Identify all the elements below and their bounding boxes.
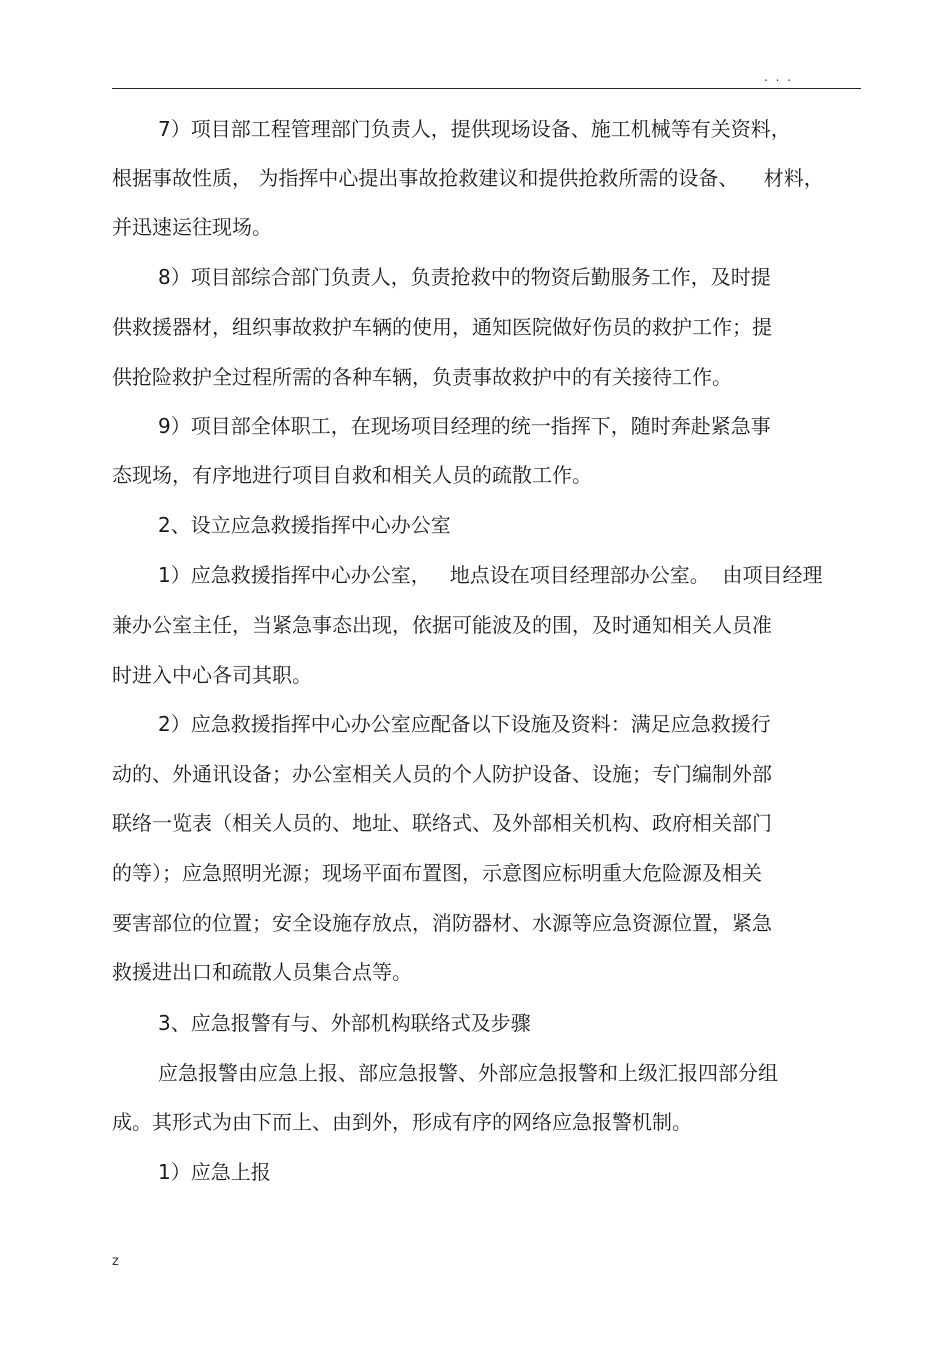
section-heading: 3、应急报警有与、外部机构联络式及步骤 [158,1011,531,1035]
text-line: 的等）；应急照明光源；现场平面布置图，示意图应标明重大危险源及相关 [112,861,762,885]
section-heading: 2、设立应急救援指挥中心办公室 [158,513,451,537]
text-line: 7）项目部工程管理部门负责人，提供现场设备、施工机械等有关资料， [158,117,791,141]
text-line: 1）应急上报 [158,1160,271,1184]
text-line: 1）应急救援指挥中心办公室， 地点设在项目经理部办公室。 由项目经理 [158,563,823,587]
header-rule [112,88,861,89]
text-line: 应急报警由应急上报、部应急报警、外部应急报警和上级汇报四部分组 [158,1061,778,1085]
text-line: 根据事故性质， 为指挥中心提出事故抢救建议和提供抢救所需的设备、 材料， [112,166,824,190]
text-line: 9）项目部全体职工，在现场项目经理的统一指挥下，随时奔赴紧急事 [158,414,771,438]
text-line: 要害部位的位置；安全设施存放点，消防器材、水源等应急资源位置，紧急 [112,911,772,935]
header-marker: . . . [764,70,794,84]
text-line: 成。其形式为由下而上、由到外，形成有序的网络应急报警机制。 [112,1110,692,1134]
footer-mark: z [112,1254,119,1269]
text-line: 供救援器材，组织事故救护车辆的使用，通知医院做好伤员的救护工作；提 [112,315,772,339]
text-line: 供抢险救护全过程所需的各种车辆，负责事故救护中的有关接待工作。 [112,365,732,389]
text-line: 救援进出口和疏散人员集合点等。 [112,960,412,984]
text-line: 联络一览表（相关人员的、地址、联络式、及外部相关机构、政府相关部门 [112,811,772,835]
text-line: 时进入中心各司其职。 [112,663,312,687]
text-line: 态现场，有序地进行项目自救和相关人员的疏散工作。 [112,463,592,487]
text-line: 并迅速运往现场。 [112,215,272,239]
text-line: 兼办公室主任，当紧急事态出现，依据可能波及的围，及时通知相关人员准 [112,613,772,637]
text-line: 8）项目部综合部门负责人，负责抢救中的物资后勤服务工作，及时提 [158,265,771,289]
text-line: 动的、外通讯设备；办公室相关人员的个人防护设备、设施；专门编制外部 [112,762,772,786]
text-line: 2）应急救援指挥中心办公室应配备以下设施及资料：满足应急救援行 [158,712,771,736]
